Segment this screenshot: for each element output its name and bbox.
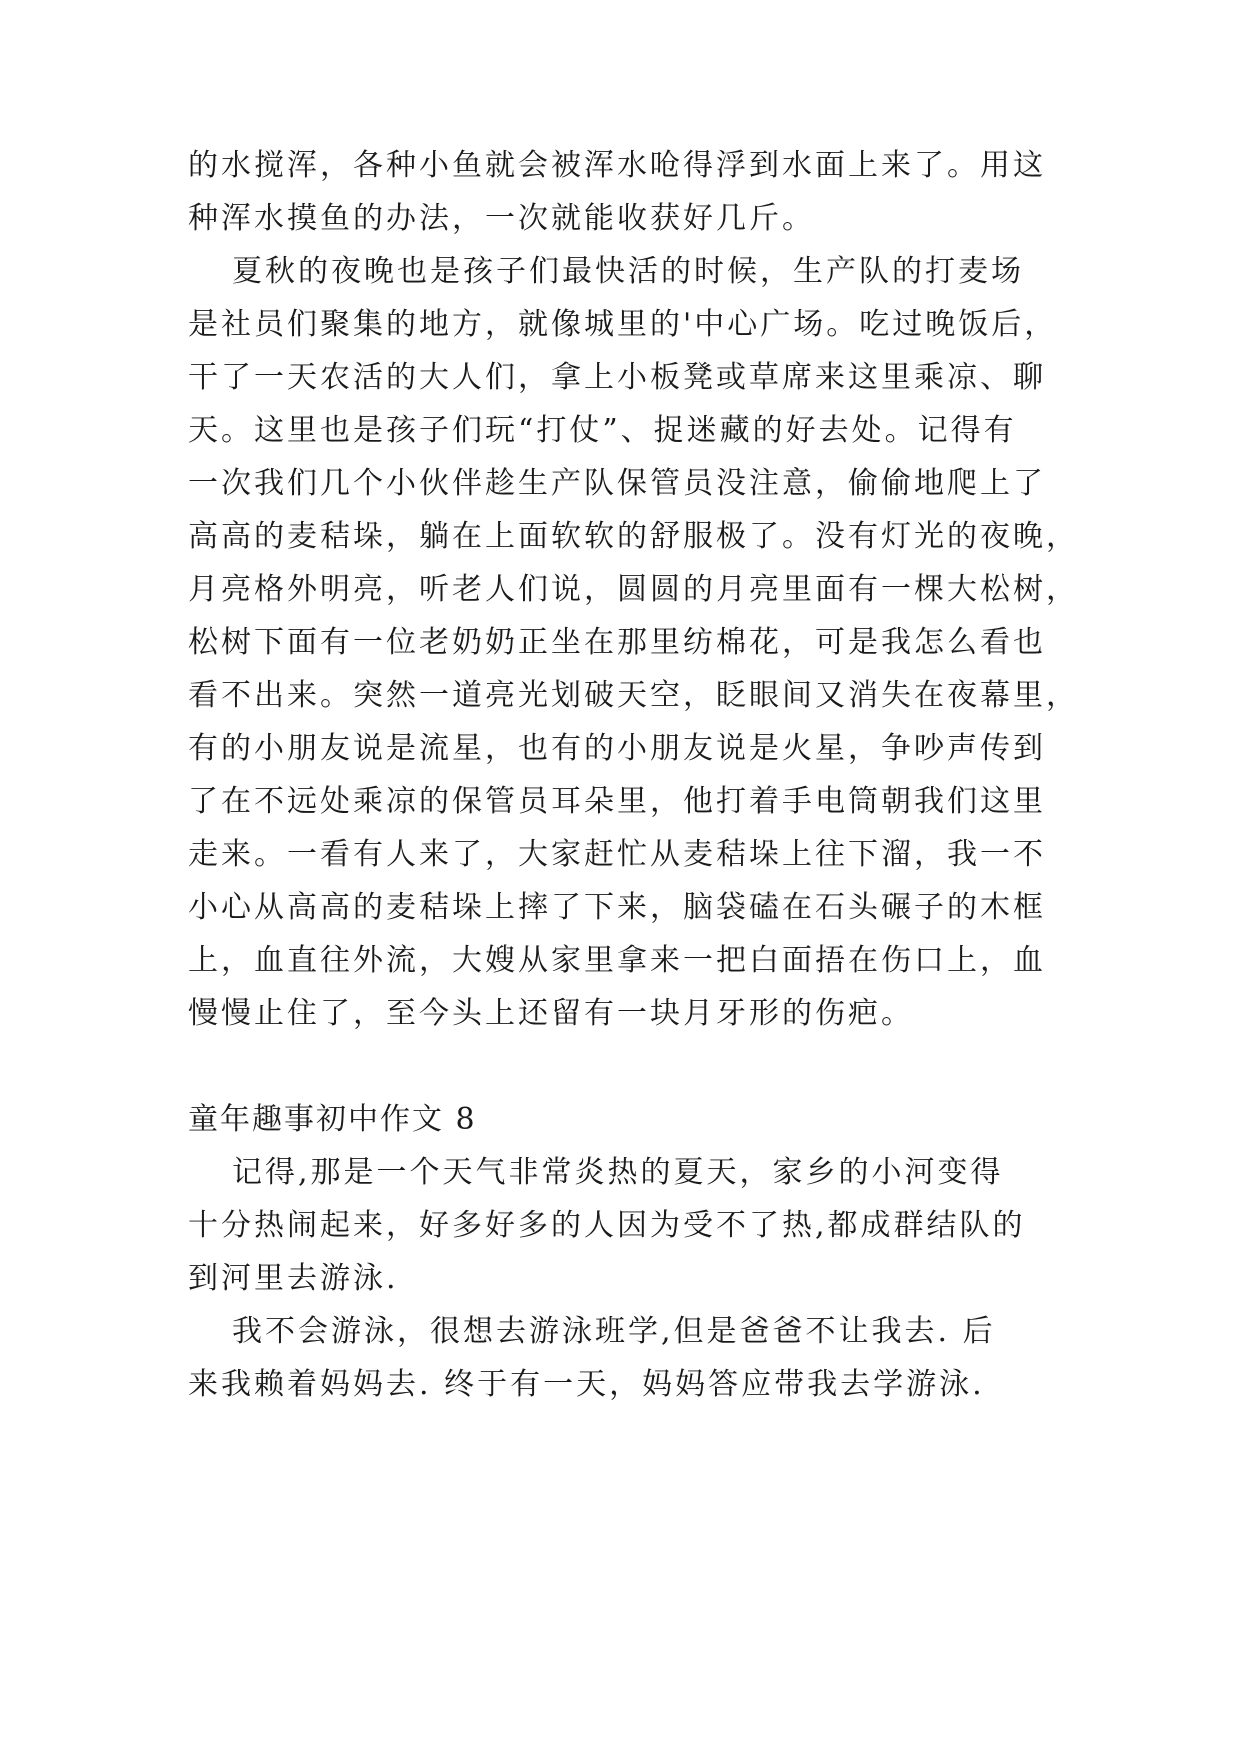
paragraph-line: 上，血直往外流，大嫂从家里拿来一把白面捂在伤口上，血 [188, 943, 1046, 978]
paragraph-line: 看不出来。突然一道亮光划破天空，眨眼间又消失在夜幕里， [188, 678, 1079, 713]
paragraph-line: 月亮格外明亮，听老人们说，圆圆的月亮里面有一棵大松树， [188, 572, 1079, 607]
section-title: 童年趣事初中作文 8 [188, 1102, 477, 1137]
paragraph-line: 一次我们几个小伙伴趁生产队保管员没注意，偷偷地爬上了 [188, 466, 1046, 501]
paragraph-line: 高高的麦秸垛，躺在上面软软的舒服极了。没有灯光的夜晚， [188, 519, 1079, 554]
paragraph-line: 走来。一看有人来了，大家赶忙从麦秸垛上往下溜，我一不 [188, 837, 1046, 872]
paragraph-line: 我不会游泳，很想去游泳班学,但是爸爸不让我去. 后 [232, 1314, 996, 1349]
paragraph-line: 到河里去游泳. [188, 1261, 399, 1296]
paragraph-line: 十分热闹起来，好多好多的人因为受不了热,都成群结队的 [188, 1208, 1026, 1243]
paragraph-line: 是社员们聚集的地方，就像城里的'中心广场。吃过晚饭后， [188, 307, 1058, 342]
paragraph-line: 天。这里也是孩子们玩“打仗”、捉迷藏的好去处。记得有 [188, 413, 1017, 448]
paragraph-line: 记得,那是一个天气非常炎热的夏天，家乡的小河变得 [232, 1155, 1004, 1190]
paragraph-line: 来我赖着妈妈去. 终于有一天，妈妈答应带我去学游泳. [188, 1367, 985, 1402]
paragraph-line: 种浑水摸鱼的办法，一次就能收获好几斤。 [188, 201, 815, 236]
paragraph-line: 了在不远处乘凉的保管员耳朵里，他打着手电筒朝我们这里 [188, 784, 1046, 819]
paragraph-line: 干了一天农活的大人们，拿上小板凳或草席来这里乘凉、聊 [188, 360, 1046, 395]
paragraph-line: 松树下面有一位老奶奶正坐在那里纺棉花，可是我怎么看也 [188, 625, 1046, 660]
paragraph-line: 有的小朋友说是流星，也有的小朋友说是火星，争吵声传到 [188, 731, 1046, 766]
paragraph-line: 慢慢止住了，至今头上还留有一块月牙形的伤疤。 [188, 996, 914, 1031]
paragraph-line: 的水搅浑，各种小鱼就会被浑水呛得浮到水面上来了。用这 [188, 148, 1046, 183]
paragraph-line: 小心从高高的麦秸垛上摔了下来，脑袋磕在石头碾子的木框 [188, 890, 1046, 925]
paragraph-line: 夏秋的夜晚也是孩子们最快活的时候，生产队的打麦场 [232, 254, 1024, 289]
